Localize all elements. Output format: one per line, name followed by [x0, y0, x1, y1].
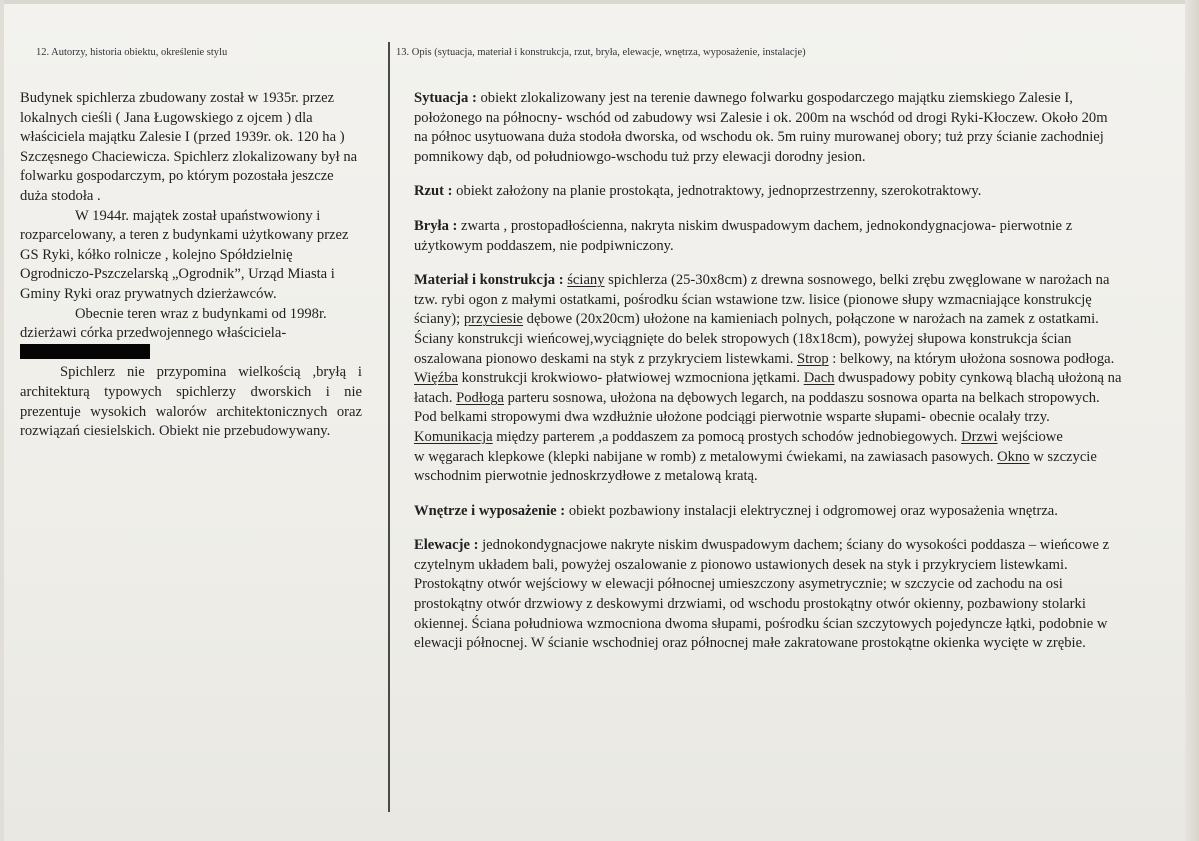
section-13-header: 13. Opis (sytuacja, materiał i konstrukcja, rzut, bryła, elewacje, wnętrza, wyposażenie, instalacje): [396, 47, 806, 58]
history-paragraph-assessment: Spichlerz nie przypomina wielkością ,bryłą i architekturą typowych spichlerzy dworskich i nie prezentuje wysokich walorów architektonicznych oraz rozwiązań ciesielskich. Obiekt nie przebudowywany.: [20, 364, 362, 440]
paper-edge-top: [0, 0, 1199, 4]
term-przyciesie: przyciesie: [463, 311, 524, 328]
bryla-label: Bryła :: [414, 217, 458, 234]
elewacje-paragraph: [414, 536, 1122, 654]
material-text: w węgarach klepkowe (klepki nabijane w romb) z metalowymi ćwiekami, na zawiasach pasowych.: [414, 448, 998, 465]
history-paragraph-nationalization: W 1944r. majątek został upaństwowiony i rozparcelowany, a teren z budynkami użytkowany przez GS Ryki, kółko rolnicze , kolejno Spółdzielnię Ogrodniczo-Pszczelarską „Ogrodnik”, Urząd Miasta i Gminy Ryki oraz prywatnych dzierżawców.: [20, 207, 349, 302]
wnetrze-paragraph: [414, 502, 1122, 522]
material-text: dębowe (20x20cm) ułożone na kamieniach polnych, połączone w narożach na zamek z ostatkami. Ściany konstrukcji wieńcowej,wyciągnięte do belek stropowych (18x18cm), powyżej słupowa konstrukcja ścian oszalowana pionowo deskami na styk z przykryciem listewkami.: [414, 311, 1099, 367]
material-text: parteru sosnowa, ułożona na dębowych legarch, na poddaszu sosnowa oparta na belkach stropowych. Pod belkami stropowymi dwa wzdłużnie ułożone podciągi pierwotnie wsparte słupami- obecnie ocalały trzy.: [414, 389, 1100, 426]
term-dach: Dach: [803, 370, 835, 387]
material-label: Materiał i konstrukcja :: [414, 272, 564, 289]
rzut-text: obiekt założony na planie prostokąta, jednotraktowy, jednoprzestrzenny, szerokotraktowy.: [452, 183, 982, 200]
sytuacja-paragraph: [414, 89, 1122, 167]
bryla-paragraph: [414, 217, 1122, 256]
material-text: : belkowy, na którym ułożona sosnowa podłoga.: [828, 350, 1115, 367]
history-paragraph-current-tenant: [20, 305, 362, 364]
description-column: [414, 89, 1122, 669]
history-paragraph-construction: Budynek spichlerza zbudowany został w 1935r. przez lokalnych cieśli ( Jana Ługowskiego z ojcem ) dla właściciela majątku Zalesie I (przed 1939r. ok. 120 ha ) Szczęsnego Chaciewicza. Spichlerz zlokalizowany był na folwarku gospodarczym, po którym pozostała jeszcze duża stodoła .: [20, 90, 358, 204]
elewacje-label: Elewacje :: [414, 537, 479, 554]
material-text: w szczycie wschodnim pierwotnie jednoskrzydłowe z metalową kratą.: [414, 448, 1097, 485]
paper-edge-left: [0, 0, 4, 841]
elewacje-text: jednokondygnacjowe nakryte niskim dwuspadowym dachem; ściany do wysokości poddasza – wieńcowe z czytelnym układem bali, powyżej oszalowanie z pionowo ustawionych desek na styk i przykryciem listewkami. Prostokątny otwór wejściowy w elewacji północnej umieszczony asymetrycznie; w szczycie od zachodu na osi prostokątny otwór drzwiowy z deskowymi drzwiami, od wschodu prostokątny otwór okienny, pozbawiony stolarki okiennej. Ściana południowa wzmocniona dwoma słupami, pośrodku ścian szczytowych pojedyncze łątki, podobnie w elewacji północnej. W ścianie wschodniej oraz północnej małe zakratowane prostokątne okienka wycięte w zrębie.: [414, 537, 1110, 652]
section-12-header: 12. Autorzy, historia obiektu, określenie stylu: [36, 47, 228, 58]
sytuacja-label: Sytuacja :: [414, 90, 477, 106]
redaction-bar: [20, 344, 150, 359]
column-divider: [388, 42, 390, 812]
term-wiezba: Więźba: [414, 370, 458, 387]
term-sciany: ściany: [567, 272, 605, 289]
material-text: spichlerza (25-30x8cm) z drewna sosnowego, belki zrębu zwęglowane w narożach na tzw. rybi ogon z małymi ostatkami, pośrodku ścian wstawione tzw. lisice (pionowe słupy wzmacniające konstrukcję ściany);: [414, 272, 1110, 328]
rzut-paragraph: [414, 182, 1122, 202]
paper-edge-right: [1185, 0, 1199, 841]
material-paragraph: [414, 271, 1122, 487]
material-text: wejściowe: [997, 428, 1063, 445]
bryla-text: zwarta , prostopadłościenna, nakryta niskim dwuspadowym dachem, jednokondygnacjowa- pierwotnie z użytkowym poddaszem, nie podpiwniczony.: [414, 217, 1073, 254]
material-text: dwuspadowy pobity cynkową blachą ułożoną na łatach.: [414, 370, 1122, 406]
material-text: między parterem ,a poddaszem za pomocą prostych schodów jednobiegowych.: [492, 428, 962, 445]
wnetrze-text: obiekt pozbawiony instalacji elektrycznej i odgromowej oraz wyposażenia wnętrza.: [565, 502, 1058, 519]
history-column: [20, 89, 362, 442]
rzut-label: Rzut :: [414, 183, 453, 200]
material-text: konstrukcji krokwiowo- płatwiowej wzmocniona jętkami.: [457, 370, 804, 387]
term-strop: Strop: [797, 350, 829, 367]
current-tenant-text: Obecnie teren wraz z budynkami od 1998r. dzierżawi córka przedwojennego właściciela-: [20, 305, 327, 342]
term-podloga: Podłoga: [456, 389, 504, 406]
term-komunikacja: Komunikacja: [414, 428, 493, 445]
term-drzwi: Drzwi: [961, 428, 998, 445]
term-okno: Okno: [997, 448, 1030, 465]
sytuacja-text: obiekt zlokalizowany jest na terenie dawnego folwarku gospodarczego majątku ziemskiego Zalesie I, położonego na północny- wschód od zabudowy wsi Zalesie i ok. 200m na wschód od drogi Ryki-Kłoczew. Około 20m na północ usytuowana duża stodoła dworska, od wschodu ok. 5m ruiny murowanej obory; tuż przy ścianie zachodniej pomnikowy dąb, od południowgo-wschodu tuż przy elewacji dorodny jesion.: [414, 90, 1108, 165]
wnetrze-label: Wnętrze i wyposażenie :: [414, 502, 566, 519]
